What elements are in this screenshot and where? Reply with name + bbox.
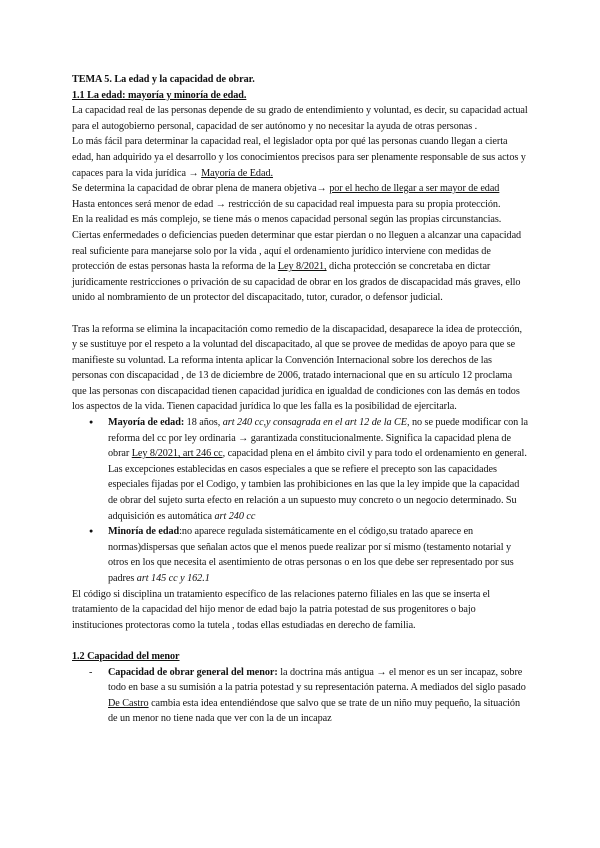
- paragraph-realidad: [72, 212, 528, 306]
- article-reference: art 240 cc,y consagrada en el art 12 de la CE,: [222, 417, 410, 429]
- text-run: :no aparece regulada sistemáticamente en el código,su tratado aparece en normas)dispersas que señalan actos que el menos puede realizar por sí mismo (testamento notarial y otros en los que necesita el asentimiento de otras personas o en los que debe ser representado por sus padres: [108, 526, 514, 584]
- text-run: 18 años,: [184, 417, 223, 429]
- bullet-text: [108, 415, 528, 462]
- bullet-label: Mayoría de edad:: [108, 417, 185, 429]
- blank-line: [72, 633, 528, 649]
- text-run: cambia esta idea entendiéndose que salvo que se trate de un niño muy pequeño, la situación de un menor no tiene nada que ver con la de un incapaz: [108, 697, 520, 725]
- article-reference: art 240 cc: [214, 510, 256, 522]
- bullet-text: [108, 524, 528, 586]
- author-name: De Castro: [108, 697, 149, 709]
- list-item-minoria: [72, 524, 528, 586]
- bullet-label: Minoría de edad: [108, 526, 180, 538]
- document-title: TEMA 5. La edad y la capacidad de obrar.: [72, 74, 255, 85]
- paragraph-capacidad-real: La capacidad real de las personas depende de su grado de entendimiento y voluntad, es decir, su capacidad actual para el autogobierno personal, capacidad de ser autónomo y no necesitar la ayuda de otras personas .: [72, 105, 528, 132]
- paragraph-reforma: Tras la reforma se elimina la incapacitación como remedio de la discapacidad, desaparece la idea de protección, y se sustituye por el respeto a la voluntad del discapacitado, al que se provee de medidas de apoyo para que se manifieste su voluntad. La reforma intenta aplicar la Convención Internacional sobre los derechos de las personas con discapacidad , de 13 de diciembre de 2006, tratado internacional que en su artículo 12 proclama que las personas con discapacidad tienen capacidad jurídica en igualdad de condiciones con las demás en todos los aspectos de la vida. Tienen capacidad jurídica lo que les falla es la posibilidad de ejercitarla.: [72, 323, 523, 413]
- underlined-term: Mayoría de Edad.: [201, 167, 273, 179]
- text-run: En la realidad es más complejo, se tiene más o menos capacidad personal según las propias circunstancias. Ciertas enfermedades o deficiencias pueden determinar que estar pierdan o no lleguen a alcanzar una capacidad real suficiente para manejarse solo por la vida , aquí el ordenamiento jurídico interviene con medidas de protección de estas personas hasta la reforma de la: [72, 214, 522, 273]
- paragraph-menor-edad: Hasta entonces será menor de edad → restricción de su capacidad real impuesta para su propia protección.: [72, 198, 501, 210]
- paragraph-codigo: El código si disciplina un tratamiento específico de las relaciones paterno filiales en las que se inserta el tratamiento de la capacidad del hijo menor de edad bajo la patria potestad de sus progenitores o bajo instituciones protectoras como la tutela , todas ellas estudiadas en derecho de familia.: [72, 588, 491, 631]
- text-run: Se determina la capacidad de obrar plena de manera objetiva→: [72, 183, 330, 195]
- bullet-text: [108, 462, 528, 524]
- item-label: Capacidad de obrar general del menor:: [108, 666, 278, 678]
- text-run: la doctrina más antigua → el menor es un ser incapaz, sobre todo en base a su sumisión a la patria potestad y su representación paterna. A mediados del siglo pasado: [108, 666, 526, 694]
- blank-line: [72, 306, 528, 322]
- text-run: dicha protección se concretaba en dictar jurídicamente restricciones o privación de su capacidad de obrar en los grados de discapacidad más graves, ello unido al nombramiento de un protector del discapacitado, tutor, curador, o defensor judicial.: [72, 261, 521, 304]
- section-heading-1-2: 1.2 Capacidad del menor: [72, 650, 180, 662]
- bullet-list: [72, 415, 528, 587]
- article-reference: art 145 cc y 162.1: [136, 573, 210, 584]
- text-run: Las excepciones establecidas en casos especiales a que se refiere el precepto son las capacidades especiales fijadas por el Codigo, y tambien las prohibiciones en las que la ley impide que la capacidad de obrar del sujeto surta efecto en relación a un supuesto muy concreto o un negocio determinado. Su adquisición es automática: [108, 463, 520, 522]
- text-run: , capacidad plena en el ámbito civil y para todo el ordenamiento en general.: [222, 448, 527, 460]
- dash-text: [108, 665, 528, 727]
- text-run: Lo más fácil para determinar la capacidad real, el legislador opta por qué las personas cuando llegan a cierta edad, han adquirido ya el desarrollo y los conocimientos precisos para ser plenamente responsable de sus actos y capaces para la vida jurídica →: [72, 136, 526, 179]
- text-run: no se puede modificar con la reforma del cc por ley ordinaria → garantizada constitucionalmente. Significa la capacidad plena de obrar: [108, 417, 528, 460]
- dash-list-item: [72, 665, 528, 727]
- document-page: [72, 72, 528, 727]
- underlined-term: por el hecho de llegar a ser mayor de edad: [329, 183, 500, 195]
- paragraph-mayoria-edad: [72, 134, 528, 181]
- paragraph-capacidad-plena: [72, 181, 528, 197]
- section-heading-1-1: 1.1 La edad: mayoría y minoría de edad.: [72, 89, 247, 101]
- law-reference: Ley 8/2021, art 246 cc: [131, 448, 223, 460]
- dash-marker: -: [89, 666, 93, 678]
- list-item-mayoria: [72, 415, 528, 524]
- law-reference: Ley 8/2021,: [277, 261, 327, 273]
